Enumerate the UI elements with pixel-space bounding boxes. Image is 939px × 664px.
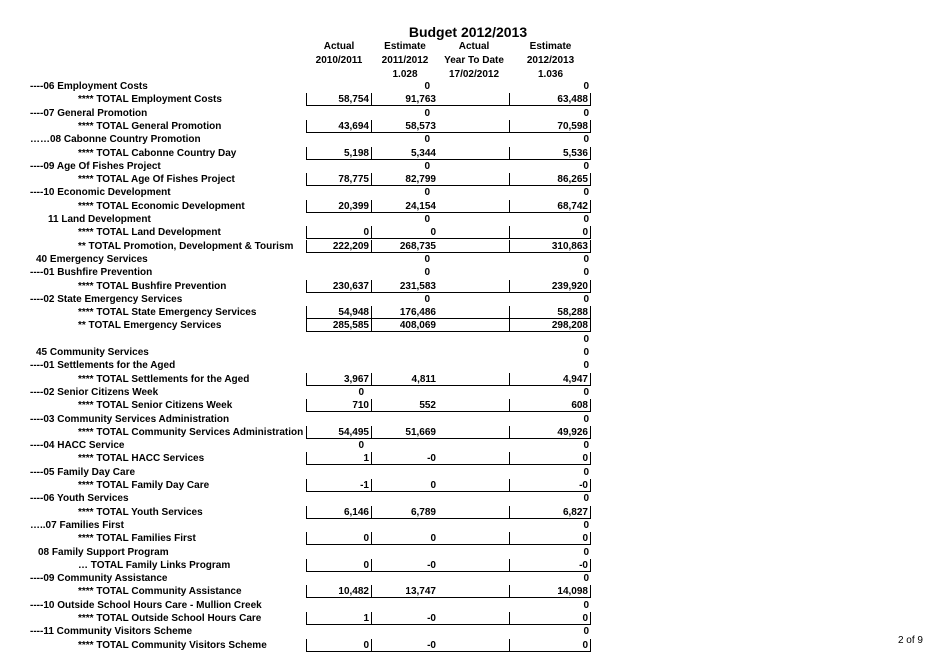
cell-col-1: 710	[306, 399, 372, 412]
cell-col-2: 0	[424, 214, 430, 225]
cell-col-2: 0	[372, 532, 438, 545]
cell-col-3	[438, 359, 510, 372]
cell-col-1: 43,694	[306, 120, 372, 133]
section-row	[0, 439, 939, 452]
total-row	[0, 200, 939, 213]
cell-col-3	[438, 346, 510, 359]
cell-col-2: 91,763	[372, 93, 438, 106]
section-row	[0, 413, 939, 426]
cell-col-2	[372, 359, 438, 372]
section-row	[0, 186, 939, 199]
row-label: ----10 Outside School Hours Care - Mullion Creek	[30, 599, 262, 611]
cell-col-3	[438, 293, 510, 306]
cell-col-4: 0	[583, 546, 589, 558]
cell-col-3	[438, 173, 510, 186]
cell-col-3	[438, 546, 510, 559]
cell-col-3	[438, 93, 510, 106]
total-row	[0, 120, 939, 133]
row-label: ----11 Community Visitors Scheme	[30, 626, 193, 638]
cell-col-1: 0	[358, 440, 364, 452]
cell-col-4: 86,265	[510, 173, 591, 186]
row-label: **** TOTAL General Promotion	[78, 120, 222, 132]
cell-col-3	[438, 160, 510, 173]
cell-col-4: 70,598	[510, 120, 591, 133]
cell-col-3	[438, 200, 510, 213]
cell-col-3	[438, 399, 510, 412]
cell-col-1: 5,198	[306, 147, 372, 160]
cell-col-1	[306, 572, 372, 585]
row-label: ----02 Senior Citizens Week	[30, 386, 159, 398]
cell-col-4: 0	[583, 386, 589, 398]
cell-col-4: 0	[583, 626, 589, 638]
cell-col-1: 0	[306, 559, 372, 572]
cell-col-1: 3,967	[306, 373, 372, 386]
cell-col-2: 5,344	[372, 147, 438, 160]
cell-col-1	[306, 133, 372, 146]
cell-col-1: 20,399	[306, 200, 372, 213]
cell-col-2: 0	[372, 479, 438, 492]
section-row	[0, 293, 939, 306]
section-row	[0, 519, 939, 532]
total-row	[0, 280, 939, 293]
cell-col-2: 408,069	[372, 319, 438, 332]
cell-col-2: 0	[424, 107, 430, 119]
cell-col-4: 0	[510, 639, 591, 652]
cell-col-4: 0	[583, 107, 589, 119]
cell-col-2: 58,573	[372, 120, 438, 133]
cell-col-4: 310,863	[510, 240, 591, 253]
cell-col-1: 0	[358, 386, 364, 398]
cell-col-3	[438, 572, 510, 585]
cell-col-3	[438, 133, 510, 146]
cell-col-4: 0	[583, 360, 589, 372]
cell-col-3	[438, 266, 510, 279]
cell-col-4: 608	[510, 399, 591, 412]
cell-col-3	[438, 532, 510, 545]
cell-col-2	[372, 333, 438, 346]
cell-col-1	[306, 346, 372, 359]
cell-col-3	[438, 625, 510, 638]
cell-col-4: 0	[583, 187, 589, 199]
cell-col-3	[438, 280, 510, 293]
cell-col-2: 82,799	[372, 173, 438, 186]
column-header-2-line-3: 1.028	[392, 69, 418, 80]
cell-col-4: 239,920	[510, 280, 591, 293]
cell-col-1: 6,146	[306, 506, 372, 519]
cell-col-2	[372, 413, 438, 426]
row-label: ----06 Employment Costs	[30, 81, 148, 92]
cell-col-2	[372, 492, 438, 505]
cell-col-1: 285,585	[306, 319, 372, 332]
row-label: ** TOTAL Emergency Services	[78, 320, 222, 332]
total-row	[0, 506, 939, 519]
row-label: **** TOTAL Family Day Care	[78, 480, 210, 491]
cell-col-2: 268,735	[372, 240, 438, 253]
cell-col-4: -0	[510, 559, 591, 572]
row-label: ----01 Bushfire Prevention	[30, 267, 153, 279]
section-row	[0, 359, 939, 372]
cell-col-3	[438, 492, 510, 505]
cell-col-1	[306, 107, 372, 120]
cell-col-4: 0	[583, 160, 589, 172]
column-header-1-line-2: 2010/2011	[315, 55, 363, 66]
row-label: **** TOTAL Economic Development	[78, 200, 245, 212]
cell-col-1	[306, 293, 372, 306]
cell-col-2: 0	[424, 253, 430, 265]
cell-col-2: 4,811	[372, 373, 438, 386]
row-label: **** TOTAL Families First	[78, 533, 196, 545]
cell-col-4: 0	[583, 413, 589, 425]
row-label: ----05 Family Day Care	[30, 466, 136, 478]
cell-col-2: 0	[424, 160, 430, 172]
cell-col-3	[438, 226, 510, 239]
total-row	[0, 559, 939, 572]
cell-col-3	[438, 107, 510, 120]
cell-col-2	[372, 386, 438, 399]
cell-col-4: 63,488	[510, 93, 591, 106]
section-row	[0, 80, 939, 93]
cell-col-4: 0	[510, 532, 591, 545]
cell-col-1: 10,482	[306, 585, 372, 598]
cell-col-2: -0	[372, 639, 438, 652]
column-header-1-line-1: Actual	[323, 41, 355, 52]
cell-col-1: 0	[306, 532, 372, 545]
row-label: **** TOTAL Cabonne Country Day	[78, 147, 237, 159]
cell-col-4: 49,926	[510, 426, 591, 439]
cell-col-2: 51,669	[372, 426, 438, 439]
cell-col-3	[438, 213, 510, 226]
row-label: ----03 Community Services Administration	[30, 413, 230, 425]
section-row	[0, 546, 939, 559]
budget-title-text: Budget 2012/2013	[408, 24, 528, 40]
cell-col-1	[306, 213, 372, 226]
cell-col-3	[438, 426, 510, 439]
cell-col-1	[306, 546, 372, 559]
total-row	[0, 306, 939, 319]
row-label: **** TOTAL HACC Services	[78, 453, 205, 465]
cell-col-2	[372, 572, 438, 585]
cell-col-4: 0	[583, 333, 589, 345]
cell-col-1: 0	[306, 639, 372, 652]
cell-col-2	[372, 625, 438, 638]
section-row	[0, 492, 939, 505]
row-label: 11 Land Development	[48, 214, 151, 225]
cell-col-1: 54,495	[306, 426, 372, 439]
cell-col-3	[438, 333, 510, 346]
row-label: **** TOTAL Community Services Administration	[78, 426, 304, 438]
cell-col-1	[306, 266, 372, 279]
cell-col-2: 6,789	[372, 506, 438, 519]
cell-col-3	[438, 479, 510, 492]
total-row	[0, 532, 939, 545]
cell-col-2: 0	[424, 267, 430, 279]
total-row	[0, 319, 939, 332]
cell-col-4: 0	[583, 293, 589, 305]
cell-col-2	[372, 519, 438, 532]
cell-col-2: 24,154	[372, 200, 438, 213]
cell-col-4: 0	[583, 573, 589, 585]
row-label: **** TOTAL Age Of Fishes Project	[78, 174, 235, 186]
row-label: 40 Emergency Services	[36, 253, 148, 265]
cell-col-4: 0	[583, 519, 589, 531]
cell-col-4: 68,742	[510, 200, 591, 213]
cell-col-1: 78,775	[306, 173, 372, 186]
cell-col-1	[306, 359, 372, 372]
row-label: **** TOTAL Senior Citizens Week	[78, 400, 233, 412]
cell-col-4: 0	[583, 599, 589, 611]
cell-col-3	[438, 80, 510, 93]
cell-col-1	[306, 413, 372, 426]
cell-col-4: 0	[510, 612, 591, 625]
section-row	[0, 572, 939, 585]
column-header-3-line-2: Year To Date	[444, 55, 504, 66]
total-row	[0, 226, 939, 239]
total-row	[0, 240, 939, 253]
cell-col-2: -0	[372, 452, 438, 465]
row-label: 08 Family Support Program	[38, 546, 169, 558]
row-label: … TOTAL Family Links Program	[78, 559, 231, 571]
row-label: ----07 General Promotion	[30, 107, 148, 119]
row-label: **** TOTAL Outside School Hours Care	[78, 613, 262, 624]
page-number: 2 of 9	[897, 635, 923, 646]
cell-col-1: 0	[306, 226, 372, 239]
cell-col-2	[372, 439, 438, 452]
cell-col-4: 4,947	[510, 373, 591, 386]
cell-col-3	[438, 519, 510, 532]
cell-col-2: 231,583	[372, 280, 438, 293]
column-header-4-line-2: 2012/2013	[526, 55, 575, 66]
cell-col-4: 0	[583, 214, 589, 225]
cell-col-2: 0	[424, 134, 430, 146]
total-row	[0, 585, 939, 598]
row-label: **** TOTAL Land Development	[78, 227, 221, 239]
cell-col-1: 1	[306, 612, 372, 625]
cell-col-2: -0	[372, 559, 438, 572]
cell-col-2	[372, 546, 438, 559]
row-label: ** TOTAL Promotion, Development & Tourism	[78, 240, 294, 252]
cell-col-1	[306, 519, 372, 532]
cell-col-3	[438, 506, 510, 519]
column-header-3-line-3: 17/02/2012	[448, 69, 500, 80]
cell-col-1	[306, 186, 372, 199]
row-label: ----02 State Emergency Services	[30, 293, 183, 305]
total-row	[0, 639, 939, 652]
cell-col-1	[306, 80, 372, 93]
cell-col-4: 0	[583, 440, 589, 452]
cell-col-3	[438, 253, 510, 266]
cell-col-1	[306, 599, 372, 612]
column-header-4-line-3: 1.036	[537, 69, 564, 80]
section-row	[0, 266, 939, 279]
cell-col-1	[306, 160, 372, 173]
cell-col-4: 0	[510, 452, 591, 465]
cell-col-2: 0	[424, 81, 430, 92]
column-header-2-line-2: 2011/2012	[381, 55, 429, 66]
total-row	[0, 426, 939, 439]
total-row	[0, 93, 939, 106]
row-label: ----01 Settlements for the Aged	[30, 360, 176, 372]
cell-col-3	[438, 186, 510, 199]
cell-col-2: 0	[424, 293, 430, 305]
cell-col-4: 14,098	[510, 585, 591, 598]
section-row	[0, 625, 939, 638]
total-row	[0, 373, 939, 386]
cell-col-4: 5,536	[510, 147, 591, 160]
cell-col-2	[372, 346, 438, 359]
section-row	[0, 107, 939, 120]
cell-col-3	[438, 120, 510, 133]
cell-col-2: 0	[424, 187, 430, 199]
column-header-2-line-1: Estimate	[384, 41, 426, 52]
cell-col-3	[438, 240, 510, 253]
row-label: **** TOTAL Community Assistance	[78, 586, 242, 598]
cell-col-1: 54,948	[306, 306, 372, 319]
cell-col-1: 222,209	[306, 240, 372, 253]
cell-col-4: 58,288	[510, 306, 591, 319]
cell-col-3	[438, 413, 510, 426]
section-row	[0, 160, 939, 173]
total-row	[0, 147, 939, 160]
total-row	[0, 399, 939, 412]
cell-col-4: 0	[583, 81, 589, 92]
cell-col-2: 0	[372, 226, 438, 239]
section-row	[0, 133, 939, 146]
total-row	[0, 479, 939, 492]
cell-col-4: 0	[583, 347, 589, 358]
cell-col-3	[438, 452, 510, 465]
cell-col-1	[306, 492, 372, 505]
cell-col-3	[438, 147, 510, 160]
total-row	[0, 612, 939, 625]
section-row	[0, 599, 939, 612]
cell-col-1: 58,754	[306, 93, 372, 106]
row-label: ----04 HACC Service	[30, 440, 125, 452]
cell-col-1	[306, 333, 372, 346]
cell-col-3	[438, 373, 510, 386]
cell-col-4: 0	[583, 493, 589, 505]
column-header-4-line-1: Estimate	[529, 41, 572, 52]
row-label: ----09 Community Assistance	[30, 573, 168, 585]
cell-col-3	[438, 306, 510, 319]
cell-col-3	[438, 439, 510, 452]
cell-col-3	[438, 612, 510, 625]
cell-col-3	[438, 466, 510, 479]
cell-col-3	[438, 559, 510, 572]
section-row	[0, 213, 939, 226]
cell-col-4: 0	[583, 134, 589, 146]
section-row	[0, 333, 939, 346]
row-label: **** TOTAL Youth Services	[78, 506, 203, 518]
row-label: **** TOTAL Employment Costs	[78, 94, 222, 106]
cell-col-2: -0	[372, 612, 438, 625]
cell-col-4: -0	[510, 479, 591, 492]
row-label: **** TOTAL Bushfire Prevention	[78, 280, 227, 292]
section-row	[0, 253, 939, 266]
cell-col-4: 0	[583, 253, 589, 265]
cell-col-3	[438, 585, 510, 598]
section-row	[0, 386, 939, 399]
cell-col-1	[306, 625, 372, 638]
cell-col-4: 0	[510, 226, 591, 239]
cell-col-1	[306, 466, 372, 479]
total-row	[0, 452, 939, 465]
cell-col-3	[438, 639, 510, 652]
cell-col-1: -1	[306, 479, 372, 492]
cell-col-2: 552	[372, 399, 438, 412]
row-label: **** TOTAL State Emergency Services	[78, 307, 257, 319]
row-label: …..07 Families First	[30, 519, 124, 531]
row-label: **** TOTAL Community Visitors Scheme	[78, 639, 267, 651]
cell-col-2: 13,747	[372, 585, 438, 598]
row-label: **** TOTAL Settlements for the Aged	[78, 373, 250, 385]
cell-col-1	[306, 253, 372, 266]
total-row	[0, 173, 939, 186]
cell-col-2	[372, 466, 438, 479]
column-header-3-line-1: Actual	[458, 41, 490, 52]
row-label: 45 Community Services	[36, 347, 149, 358]
cell-col-4: 0	[583, 466, 589, 478]
cell-col-4: 298,208	[510, 319, 591, 332]
cell-col-2: 176,486	[372, 306, 438, 319]
cell-col-1: 1	[306, 452, 372, 465]
cell-col-2	[372, 599, 438, 612]
row-label: ……08 Cabonne Country Promotion	[30, 134, 201, 146]
row-label: ----09 Age Of Fishes Project	[30, 160, 161, 172]
cell-col-1: 230,637	[306, 280, 372, 293]
section-row	[0, 346, 939, 359]
cell-col-3	[438, 319, 510, 332]
cell-col-3	[438, 386, 510, 399]
row-label: ----10 Economic Development	[30, 187, 171, 199]
cell-col-4: 6,827	[510, 506, 591, 519]
row-label: ----06 Youth Services	[30, 493, 129, 505]
section-row	[0, 466, 939, 479]
cell-col-4: 0	[583, 267, 589, 279]
cell-col-3	[438, 599, 510, 612]
